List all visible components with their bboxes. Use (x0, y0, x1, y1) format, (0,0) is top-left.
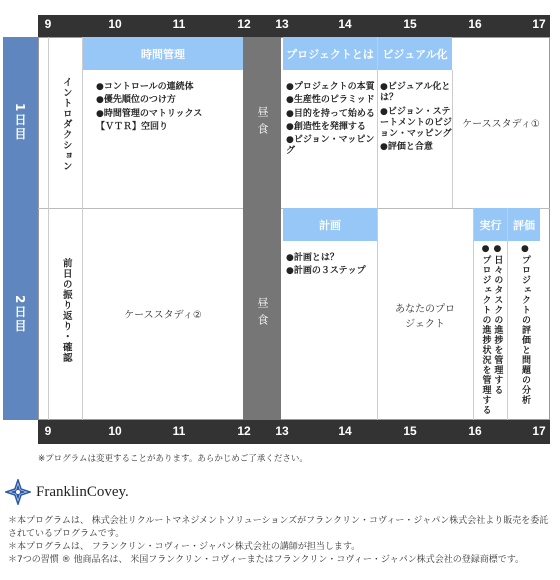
franklincovey-logo (5, 477, 165, 507)
plan-items (286, 253, 376, 280)
compass-icon (5, 479, 31, 505)
list-item: ●優先順位のつけ方 (96, 95, 176, 106)
footer-line: ＊7つの習慣 ® 他商品名は、 米国フランクリン・コヴィーまたはフランクリン・コヴィー・ジャパン株式会社の登録商標です。 (8, 555, 524, 566)
hour-label: 9 (44, 17, 52, 31)
hour-label: 12 (237, 424, 251, 438)
grid-line (82, 37, 83, 420)
list-item: ●ビジュアル化とは？ (380, 82, 451, 104)
intro-cell (49, 37, 82, 208)
hour-label: 9 (44, 424, 52, 438)
hour-label: 16 (468, 424, 482, 438)
list-item: ●コントロールの連続体 (96, 82, 194, 92)
hour-label: 10 (108, 17, 122, 31)
list-item: ●評価と合意 (380, 142, 433, 153)
lunch-day2 (243, 208, 281, 420)
review-cell (49, 208, 82, 420)
your-project: あなたのプロジェクト (395, 304, 455, 330)
hour-label: 10 (108, 424, 122, 438)
day-1-label (3, 37, 38, 208)
hour-label: 11 (172, 17, 186, 31)
list-item: ●プロジェクトの進捗状況を管理する (480, 244, 491, 415)
hour-label: 12 (237, 17, 251, 31)
list-item: ●ビジョン・ステートメントのビジョン・マッピング (380, 106, 452, 139)
execute-header: 実行 (474, 208, 507, 241)
grid-line (377, 208, 378, 420)
intro-label: イントロダクション (60, 77, 72, 172)
day-2-text: 2日目 (13, 294, 27, 334)
hour-label: 15 (403, 17, 417, 31)
list-item: ●計画の３ステップ (286, 266, 366, 277)
lunch-label: 昼食 (256, 105, 269, 140)
top-hour-bar (38, 15, 550, 37)
visual-items (380, 82, 452, 156)
list-item: ●プロジェクトの本質 (286, 82, 375, 92)
time-mgmt-header: 時間管理 (83, 37, 243, 70)
hour-label: 14 (338, 17, 352, 31)
hour-label: 17 (532, 17, 546, 31)
plan-header: 計画 (283, 208, 377, 241)
project-header: プロジェクトとは (283, 37, 377, 70)
list-item: ●目的を持って始める (286, 108, 375, 119)
day-1-text: 1日目 (13, 103, 27, 142)
brand-name: FranklinCovey. (36, 483, 129, 500)
hour-label: 17 (532, 424, 546, 438)
day-2-label (3, 208, 38, 420)
lunch-label: 昼食 (256, 297, 269, 331)
visual-header: ビジュアル化 (378, 37, 452, 70)
footer-line: ＊本プログラムは、 フランクリン・コヴィー・ジャパン株式会社の講師が担当します。 (8, 542, 361, 553)
grid-line (452, 70, 453, 208)
hour-label: 13 (275, 17, 289, 31)
hour-label: 15 (403, 424, 417, 438)
review-label: 前日の振り返り・確認 (60, 258, 72, 363)
evaluate-items (508, 244, 540, 416)
list-item: ●日々のタスクの進捗を管理する (492, 244, 503, 395)
case-study-2: ケーススタディ② (124, 310, 202, 321)
case-study-1: ケーススタディ① (462, 119, 540, 130)
hour-label: 16 (468, 17, 482, 31)
lunch-day1 (243, 37, 281, 208)
list-item: ●ビジョン・マッピング (286, 135, 375, 157)
hour-label: 14 (338, 424, 352, 438)
footer-line: ＊本プログラムは、 株式会社リクルートマネジメントソリューションズがフランクリン・コヴィー・ジャパン株式会社より販売を委託されているプログラムです。 (8, 516, 549, 540)
list-item: ●計画とは？ (286, 253, 339, 263)
list-item: ●生産性のピラミッド (286, 95, 375, 106)
evaluate-header: 評価 (508, 208, 540, 241)
hour-label: 11 (172, 424, 186, 438)
change-note: ※プログラムは変更することがあります。あらかじめご了承ください。 (38, 454, 308, 464)
footer-notes (8, 515, 553, 567)
execute-items (474, 244, 507, 416)
bottom-hour-bar (38, 420, 550, 444)
list-item: ●プロジェクトの評価と問題の分析 (519, 244, 530, 405)
list-item: ●創造性を発揮する (286, 121, 366, 132)
project-items (286, 82, 376, 160)
time-mgmt-items (96, 82, 241, 135)
hour-label: 13 (275, 424, 289, 438)
list-item: ●時間管理のマトリックス (96, 108, 203, 119)
list-item: 【ＶＴＲ】空回り (96, 121, 169, 132)
